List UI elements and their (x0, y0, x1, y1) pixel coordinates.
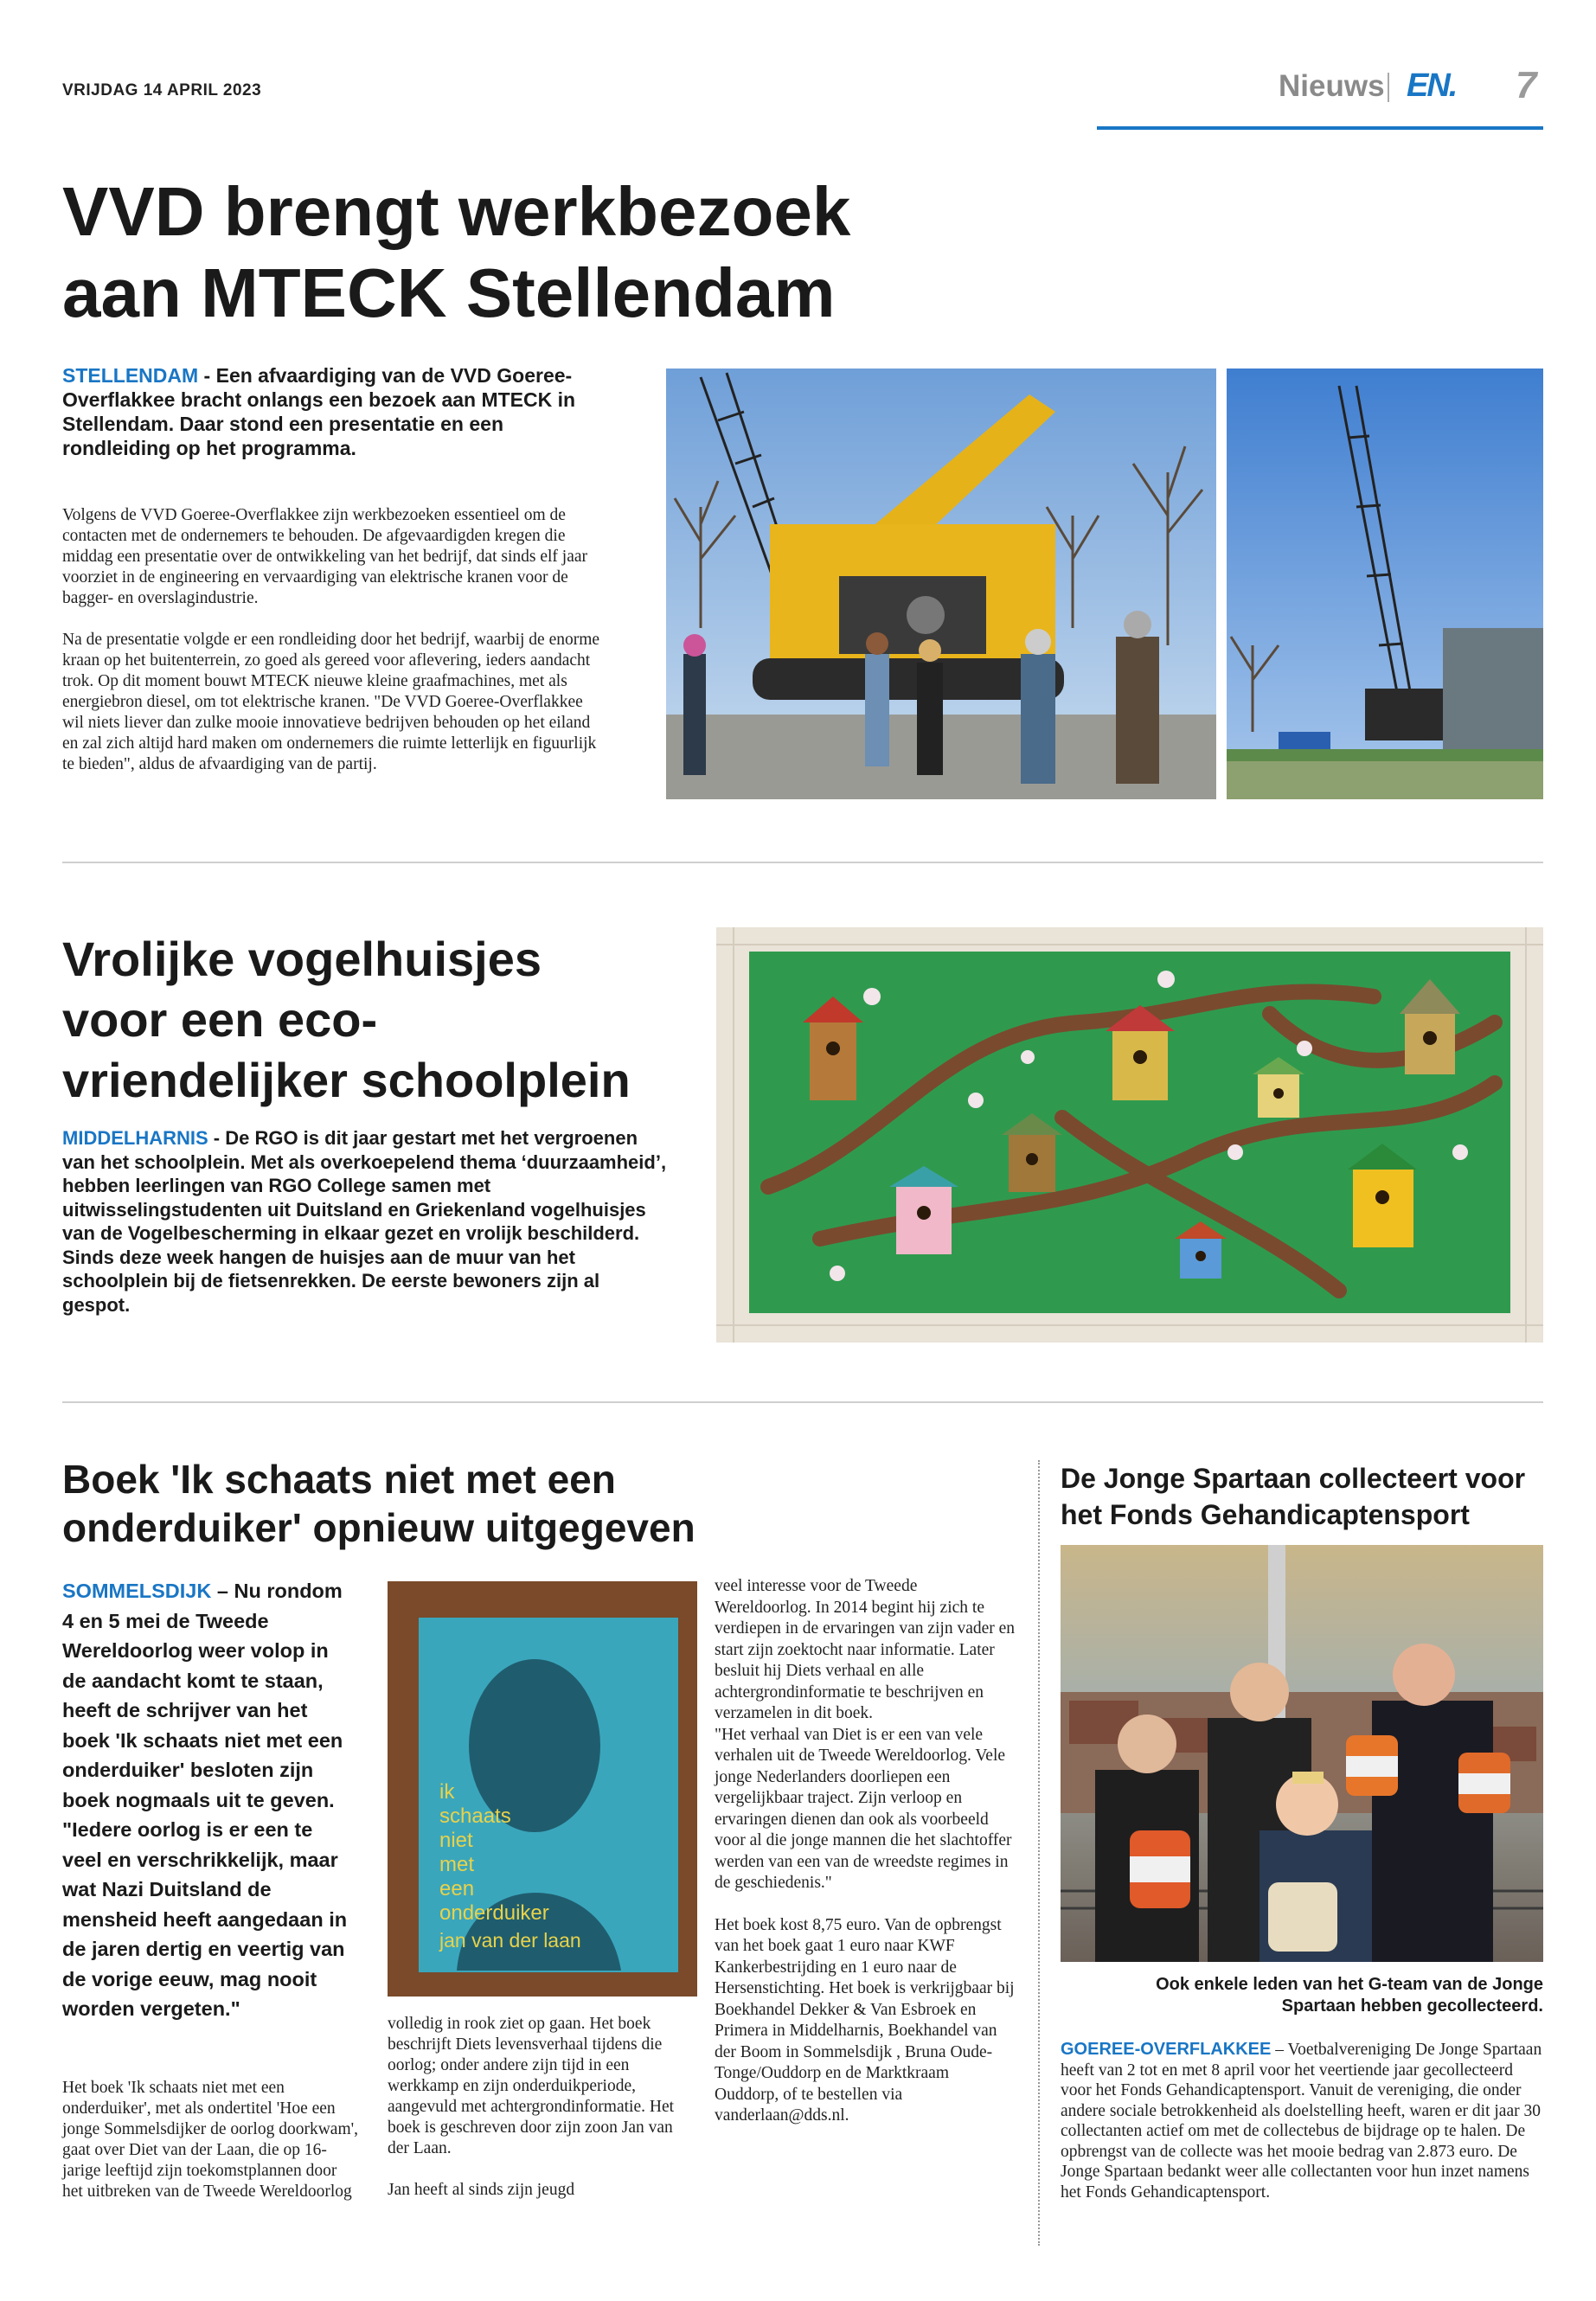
article3-lead (62, 1576, 356, 2024)
caption-line: Ook enkele leden van het G-team van de Jonge (1156, 1975, 1543, 1994)
book-cover-photo (388, 1581, 697, 1997)
article2-headline (62, 929, 685, 1111)
body-paragraph: Na de presentatie volgde er een rondleiding door het bedrijf, waarbij de enorme kraan op het buitenterrein, zo goed als gereed voor aflevering, ieders aandacht trok. Op dit moment bouwt MTECK nieuwe kleine graafmachines, met als energiebron diesel, om tot elektrische kranen. "De VVD Goeree-Overflakkee wil niets liever dan zulke mooie innovatieve bedrijven behouden op het eiland en zal zich altijd hard maken om ondernemers die ruimte letterlijk en figuurlijk te bieden", aldus de afvaardiging van de partij. (62, 631, 600, 773)
book-cover-author: jan van der laan (439, 1929, 581, 1952)
group-photo-illustration (1061, 1545, 1543, 1962)
article2-lead (62, 1126, 668, 1317)
birdhouse-mural-illustration (716, 927, 1543, 1343)
header-accent-line (1097, 126, 1543, 130)
book-title-word: niet (439, 1829, 473, 1852)
book-title-word: met (439, 1853, 475, 1876)
section-label: Nieuws (1279, 69, 1385, 103)
article4-body (1061, 2040, 1543, 2202)
body-paragraph: Volgens de VVD Goeree-Overflakkee zijn werkbezoeken essentieel om de contacten met de ondernemers te behouden. De afgevaardigden kregen die middag een presentatie over de ontwikkeling van het bedrijf, dat sinds elf jaar voorziet in de engineering en vervaardiging van elektrische kranen voor de bagger- en overslagindustrie. (62, 506, 588, 607)
tall-crane-illustration (1227, 369, 1543, 799)
book-cover-title (439, 1780, 549, 1926)
column-divider (1038, 1460, 1040, 2246)
dateline: MIDDELHARNIS (62, 1127, 208, 1149)
newspaper-logo: EN. (1407, 67, 1457, 104)
headline-line: VVD brengt werkbezoek (62, 173, 851, 250)
page-date: VRIJDAG 14 APRIL 2023 (62, 81, 262, 99)
birdhouse-mural-photo (716, 927, 1543, 1343)
dateline: STELLENDAM (62, 364, 199, 387)
section-divider (62, 1401, 1543, 1403)
crane-photo-illustration (666, 369, 1216, 799)
collectors-group-photo (1061, 1545, 1543, 1962)
headline-line: vriendelijker schoolplein (62, 1053, 631, 1107)
body-paragraph: veel interesse voor de Tweede Wereldoorlog. In 2014 begint hij zich te verdiepen in de ervaringen van zijn vader en start zijn zoektocht naar informatie. Later besluit hij Diets verhaal en alle achtergrondinformatie te beschrijven en verzamelen in dit boek. (715, 1577, 1016, 1722)
section-divider (62, 862, 1543, 863)
headline-line: De Jonge Spartaan collecteert voor (1061, 1463, 1526, 1494)
body-paragraph: Het boek 'Ik schaats niet met een onderduiker', met als ondertitel 'Hoe een jonge Sommelsdijker de oorlog doorkwam', gaat over Diet van der Laan, die op 16-jarige leeftijd zijn toekomstplannen door het uitbreken van de Tweede Wereldoorlog (62, 2079, 359, 2201)
headline-line: voor een eco- (62, 992, 378, 1047)
body-text: – Voetbalvereniging De Jonge Spartaan heeft van 2 tot en met 8 april voor het veertiende jaar gecollecteerd voor het Fonds Gehandicaptensport. Vanuit de vereniging, die onder andere sociale betrokkenheid als doelstelling heeft, waren er dit jaar 30 collectanten actief om met de collectebus de bijdrage op te halen. De opbrengst van de collecte was het mooie bedrag van 2.873 euro. De Jonge Spartaan bedankt weer alle collectanten voor hun inzet namens het Fonds Gehandicaptensport. (1061, 2041, 1542, 2202)
caption-line: Spartaan hebben gecollecteerd. (1281, 1997, 1543, 2016)
headline-line: Vrolijke vogelhuisjes (62, 932, 542, 986)
dateline: GOEREE-OVERFLAKKEE (1061, 2040, 1272, 2059)
article4-headline (1061, 1460, 1545, 1533)
article1-lead (62, 363, 599, 460)
book-title-word: onderduiker (439, 1901, 549, 1925)
book-title-word: een (439, 1877, 475, 1900)
headline-line: onderduiker' opnieuw uitgegeven (62, 1505, 695, 1550)
dateline: SOMMELSDIJK (62, 1580, 212, 1602)
book-title-word: schaats (439, 1804, 511, 1828)
article3-col2 (388, 2014, 697, 2221)
lead-text: – Nu rondom 4 en 5 mei de Tweede Wereldoorlog weer volop in de aandacht komt te staan, heeft de schrijver van het boek 'Ik schaats niet met een onderduiker' besloten zijn boek nogmaals uit te geven. "Iedere oorlog is er een te veel en verschrikkelijk, maar wat Nazi Duitsland de mensheid heeft aangedaan in de jaren dertig en veertig van de vorige eeuw, mag nooit worden vergeten." (62, 1580, 348, 2020)
body-paragraph: Het boek kost 8,75 euro. Van de opbrengst van het boek gaat 1 euro naar KWF Kankerbestrijding en 1 euro naar de Hersenstichting. Het boek is verkrijgbaar bij Boekhandel Dekker & Van Esbroek en Primera in Middelharnis, Boekhandel van der Boom in Sommelsdijk , Bruna Oude-Tonge/Ouddorp en de Marktkraam Ouddorp, of te bestellen via vanderlaan@dds.nl. (715, 1915, 1015, 2125)
headline-line: het Fonds Gehandicaptensport (1061, 1499, 1470, 1530)
page-number: 7 (1516, 64, 1537, 106)
book-title-word: ik (439, 1780, 455, 1804)
article1-headline (62, 171, 927, 334)
article3-headline (62, 1455, 720, 1552)
headline-line: Boek 'Ik schaats niet met een (62, 1457, 616, 1502)
crane-visitors-photo (666, 369, 1216, 799)
body-paragraph: Jan heeft al sinds zijn jeugd (388, 2181, 575, 2199)
article3-col1 (62, 2078, 361, 2223)
lead-text: - De RGO is dit jaar gestart met het vergroenen van het schoolplein. Met als overkoepelend thema ‘duurzaamheid’, hebben leerlingen van RGO College samen met uitwisselingstudenten uit Duitsland en Griekenland vogelhuisjes van de Vogelbescherming in elkaar gezet en vrolijk beschilderd. Sinds deze week hangen de huisjes aan de muur van het schoolplein bij de fietsenrekken. De eerste bewoners zijn al gespot. (62, 1127, 667, 1316)
photo-caption (1061, 1974, 1543, 2017)
headline-line: aan MTECK Stellendam (62, 254, 836, 331)
header-divider (1388, 73, 1389, 102)
article3-col3 (715, 1576, 1017, 2148)
article1-body (62, 505, 607, 796)
lead-text: - Een afvaardiging van de VVD Goeree-Overflakkee bracht onlangs een bezoek aan MTECK in Stellendam. Daar stond een presentatie en een rondleiding op het programma. (62, 364, 576, 459)
body-paragraph: "Het verhaal van Diet is er een van vele verhalen uit de Tweede Wereldoorlog. Vele jonge Nederlanders doorliepen een vergelijkbaar traject. Zijn verloop en ervaringen dienen dan ook als voorbeeld voor al die jonge mannen die het slachtoffer werden van een van de wreedste regimes in de geschiedenis." (715, 1725, 1012, 1892)
body-paragraph: volledig in rook ziet op gaan. Het boek beschrijft Diets levensverhaal tijdens die oorlog; onder andere zijn tijd in een werkkamp en zijn onderduikperiode, aangevuld met achtergrondinformatie. Het boek is geschreven door zijn zoon Jan van der Laan. (388, 2015, 675, 2157)
tall-crane-photo (1227, 369, 1543, 799)
